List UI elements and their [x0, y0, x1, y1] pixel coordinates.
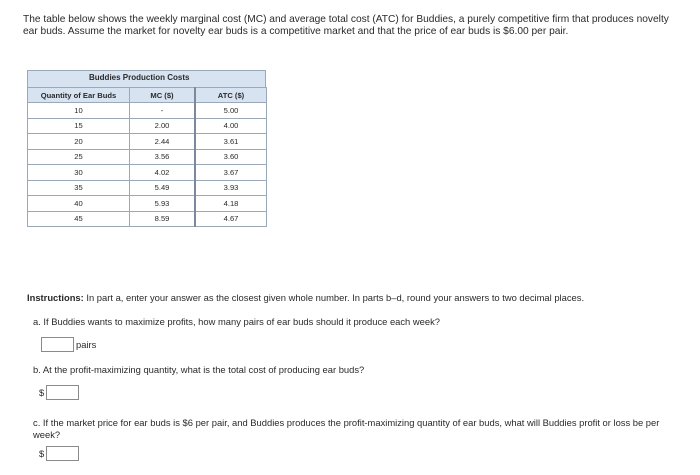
- table-title-bar: [27, 70, 266, 87]
- answer-c-currency: $: [39, 448, 45, 459]
- table-row: [28, 196, 267, 212]
- table-row: [28, 134, 267, 150]
- table-row: [28, 103, 267, 119]
- cell-atc: 3.61: [195, 134, 267, 150]
- instructions-text: In part a, enter your answer as the closest given whole number. In parts b–d, round your answers to two decimal places.: [83, 292, 585, 303]
- cell-mc: 4.02: [130, 165, 196, 181]
- cell-mc: 2.44: [130, 134, 196, 150]
- cell-quantity: 15: [28, 118, 130, 134]
- table-row: [28, 180, 267, 196]
- cell-mc: 5.49: [130, 180, 196, 196]
- answer-c-input[interactable]: [46, 446, 79, 461]
- cell-atc: 3.67: [195, 165, 267, 181]
- cell-mc: 8.59: [130, 211, 196, 227]
- cell-atc: 3.60: [195, 149, 267, 165]
- answer-a-unit: pairs: [76, 339, 97, 350]
- cell-mc: 2.00: [130, 118, 196, 134]
- question-c: c. If the market price for ear buds is $6 per pair, and Buddies produces the profit-maximizing quantity of ear buds, what will Buddies profit or loss be per week?: [33, 417, 660, 440]
- question-a: a. If Buddies wants to maximize profits, how many pairs of ear buds should it produce each week?: [33, 316, 440, 327]
- table-title: Buddies Production Costs: [89, 73, 190, 82]
- header-quantity: Quantity of Ear Buds: [28, 88, 130, 103]
- cell-quantity: 25: [28, 149, 130, 165]
- answer-b-row: [39, 385, 81, 400]
- header-atc: ATC ($): [195, 88, 267, 103]
- table-row: [28, 149, 267, 165]
- cell-quantity: 40: [28, 196, 130, 212]
- problem-intro: The table below shows the weekly marginal cost (MC) and average total cost (ATC) for Buddies, a purely competitive firm that produces novelty ear buds. Assume the market for novelty ear buds is a competitive market and that the price of ear buds is $6.00 per pair.: [23, 14, 669, 37]
- cell-atc: 3.93: [195, 180, 267, 196]
- cell-quantity: 20: [28, 134, 130, 150]
- production-costs-table: [27, 70, 266, 227]
- cell-mc: 3.56: [130, 149, 196, 165]
- answer-b-input[interactable]: [46, 385, 79, 400]
- header-mc: MC ($): [130, 88, 196, 103]
- answer-c-row: [39, 446, 81, 461]
- answer-a-row: [39, 337, 96, 352]
- cell-quantity: 35: [28, 180, 130, 196]
- cell-mc: 5.93: [130, 196, 196, 212]
- answer-b-currency: $: [39, 387, 45, 398]
- cell-atc: 4.00: [195, 118, 267, 134]
- instructions: [27, 292, 584, 303]
- cell-atc: 4.67: [195, 211, 267, 227]
- answer-a-input[interactable]: [41, 337, 74, 352]
- cell-quantity: 45: [28, 211, 130, 227]
- cell-quantity: 10: [28, 103, 130, 119]
- question-b: b. At the profit-maximizing quantity, what is the total cost of producing ear buds?: [33, 364, 365, 375]
- table-row: [28, 211, 267, 227]
- cell-mc-dash: -: [130, 103, 196, 119]
- cell-quantity: 30: [28, 165, 130, 181]
- instructions-label: Instructions:: [27, 292, 84, 303]
- cell-atc: 4.18: [195, 196, 267, 212]
- table-row: [28, 165, 267, 181]
- cell-atc: 5.00: [195, 103, 267, 119]
- table-row: [28, 118, 267, 134]
